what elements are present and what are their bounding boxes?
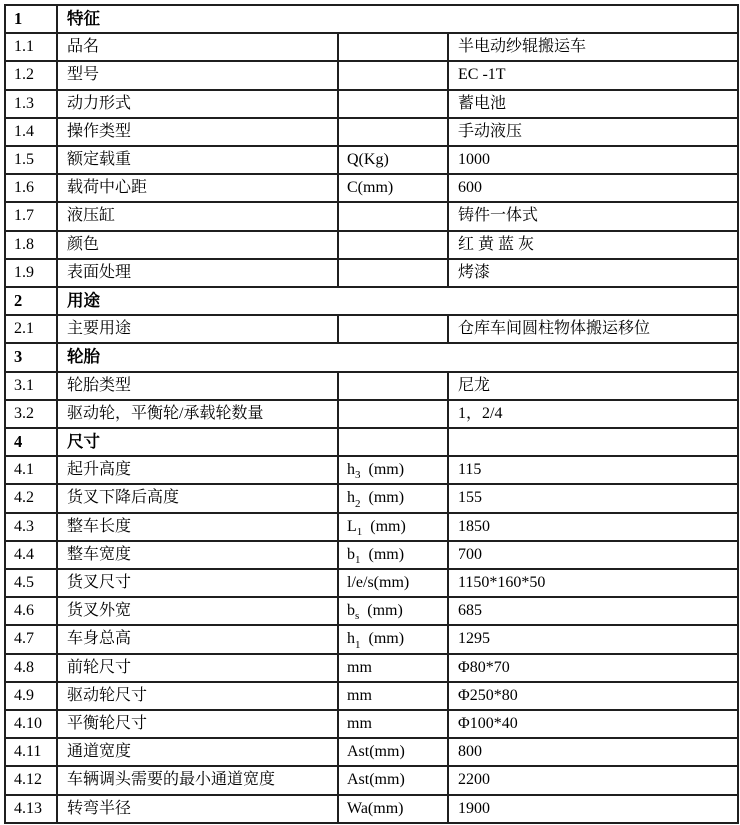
spec-symbol-cell: $L_1$ (mm): [338, 513, 448, 541]
spec-label-cell: 品名: [57, 33, 338, 61]
spec-label-cell: 载荷中心距: [57, 174, 338, 202]
row-number-cell: 1.8: [5, 231, 57, 259]
spec-symbol-cell: mm: [338, 710, 448, 738]
row-number-cell: 3.2: [5, 400, 57, 428]
spec-label-cell: 整车宽度: [57, 541, 338, 569]
spec-value-cell: 红 黄 蓝 灰: [448, 231, 738, 259]
spec-table: [4, 4, 739, 824]
spec-symbol-cell: [338, 315, 448, 343]
row-number-cell: 4.9: [5, 682, 57, 710]
spec-row-1.4: [5, 118, 738, 146]
spec-value-cell: 685: [448, 597, 738, 625]
spec-label-cell: 型号: [57, 61, 338, 89]
spec-symbol-cell: [338, 61, 448, 89]
spec-symbol-cell: l/e/s(mm): [338, 569, 448, 597]
spec-label-cell: 额定载重: [57, 146, 338, 174]
row-number-cell: 4.5: [5, 569, 57, 597]
spec-row-4.3: [5, 513, 738, 541]
section-row-4: [5, 428, 738, 456]
spec-row-1.6: [5, 174, 738, 202]
spec-symbol-cell: [338, 33, 448, 61]
spec-label-cell: 车身总高: [57, 625, 338, 653]
spec-value-cell: 155: [448, 484, 738, 512]
spec-row-4.2: [5, 484, 738, 512]
section-row-3: [5, 343, 738, 371]
spec-row-2.1: [5, 315, 738, 343]
row-number-cell: 2: [5, 287, 57, 315]
spec-value-cell: 仓库车间圆柱物体搬运移位: [448, 315, 738, 343]
spec-value-cell: Φ250*80: [448, 682, 738, 710]
row-number-cell: 4.12: [5, 766, 57, 794]
section-title-cell: 特征: [57, 5, 738, 33]
spec-value-cell: 蓄电池: [448, 90, 738, 118]
spec-row-1.2: [5, 61, 738, 89]
spec-value-cell: 1900: [448, 795, 738, 823]
row-number-cell: 1.1: [5, 33, 57, 61]
spec-value-cell: 手动液压: [448, 118, 738, 146]
spec-row-4.13: [5, 795, 738, 823]
spec-symbol-cell: $h_2$ (mm): [338, 484, 448, 512]
spec-label-cell: 整车长度: [57, 513, 338, 541]
spec-value-cell: EC -1T: [448, 61, 738, 89]
spec-symbol-cell: [338, 118, 448, 146]
spec-label-cell: 表面处理: [57, 259, 338, 287]
spec-value-cell: 铸件一体式: [448, 202, 738, 230]
row-number-cell: 1.4: [5, 118, 57, 146]
spec-symbol-cell: [338, 259, 448, 287]
spec-symbol-cell: $b_1$ (mm): [338, 541, 448, 569]
spec-row-4.12: [5, 766, 738, 794]
spec-value-cell: 烤漆: [448, 259, 738, 287]
spec-value-cell: 1295: [448, 625, 738, 653]
spec-row-4.9: [5, 682, 738, 710]
spec-value-cell: 115: [448, 456, 738, 484]
spec-symbol-cell: Ast(mm): [338, 738, 448, 766]
row-number-cell: 4.10: [5, 710, 57, 738]
spec-value-cell: 1，2/4: [448, 400, 738, 428]
spec-symbol-cell: [338, 400, 448, 428]
row-number-cell: 1.7: [5, 202, 57, 230]
row-number-cell: 3.1: [5, 372, 57, 400]
spec-row-4.5: [5, 569, 738, 597]
row-number-cell: 4.3: [5, 513, 57, 541]
spec-label-cell: 液压缸: [57, 202, 338, 230]
row-number-cell: 3: [5, 343, 57, 371]
spec-label-cell: 驱动轮，平衡轮/承载轮数量: [57, 400, 338, 428]
spec-value-cell: 800: [448, 738, 738, 766]
spec-row-1.8: [5, 231, 738, 259]
spec-row-3.2: [5, 400, 738, 428]
spec-symbol-cell: [338, 372, 448, 400]
spec-value-cell: 600: [448, 174, 738, 202]
spec-value-cell: [448, 428, 738, 456]
spec-label-cell: 转弯半径: [57, 795, 338, 823]
spec-symbol-cell: [338, 231, 448, 259]
spec-row-4.4: [5, 541, 738, 569]
row-number-cell: 4.11: [5, 738, 57, 766]
spec-value-cell: 700: [448, 541, 738, 569]
spec-label-cell: 轮胎类型: [57, 372, 338, 400]
spec-row-1.1: [5, 33, 738, 61]
row-number-cell: 4.7: [5, 625, 57, 653]
spec-row-3.1: [5, 372, 738, 400]
spec-label-cell: 货叉尺寸: [57, 569, 338, 597]
spec-symbol-cell: mm: [338, 682, 448, 710]
spec-symbol-cell: $b_s$ (mm): [338, 597, 448, 625]
spec-row-4.10: [5, 710, 738, 738]
spec-symbol-cell: Q(Kg): [338, 146, 448, 174]
spec-value-cell: 1150*160*50: [448, 569, 738, 597]
spec-symbol-cell: mm: [338, 654, 448, 682]
section-row-2: [5, 287, 738, 315]
spec-value-cell: 1000: [448, 146, 738, 174]
spec-symbol-cell: Ast(mm): [338, 766, 448, 794]
spec-row-4.11: [5, 738, 738, 766]
spec-label-cell: 颜色: [57, 231, 338, 259]
spec-row-1.5: [5, 146, 738, 174]
spec-row-4.1: [5, 456, 738, 484]
spec-label-cell: 平衡轮尺寸: [57, 710, 338, 738]
spec-label-cell: 动力形式: [57, 90, 338, 118]
spec-symbol-cell: $h_1$ (mm): [338, 625, 448, 653]
spec-label-cell: 车辆调头需要的最小通道宽度: [57, 766, 338, 794]
spec-label-cell: 驱动轮尺寸: [57, 682, 338, 710]
row-number-cell: 4.8: [5, 654, 57, 682]
spec-row-1.9: [5, 259, 738, 287]
spec-table-body: [5, 5, 738, 823]
spec-symbol-cell: [338, 202, 448, 230]
spec-value-cell: 半电动纱辊搬运车: [448, 33, 738, 61]
row-number-cell: 1.3: [5, 90, 57, 118]
spec-row-4.8: [5, 654, 738, 682]
section-title-cell: 用途: [57, 287, 738, 315]
row-number-cell: 4.6: [5, 597, 57, 625]
spec-row-1.7: [5, 202, 738, 230]
spec-value-cell: 2200: [448, 766, 738, 794]
spec-label-cell: 通道宽度: [57, 738, 338, 766]
spec-value-cell: 尼龙: [448, 372, 738, 400]
row-number-cell: 4.4: [5, 541, 57, 569]
spec-value-cell: Φ100*40: [448, 710, 738, 738]
spec-row-4.7: [5, 625, 738, 653]
row-number-cell: 1.9: [5, 259, 57, 287]
section-title-cell: 尺寸: [57, 428, 338, 456]
spec-symbol-cell: $h_3$ (mm): [338, 456, 448, 484]
spec-symbol-cell: C(mm): [338, 174, 448, 202]
row-number-cell: 4.13: [5, 795, 57, 823]
row-number-cell: 1.5: [5, 146, 57, 174]
spec-label-cell: 主要用途: [57, 315, 338, 343]
row-number-cell: 4.2: [5, 484, 57, 512]
spec-value-cell: Φ80*70: [448, 654, 738, 682]
spec-label-cell: 操作类型: [57, 118, 338, 146]
spec-value-cell: 1850: [448, 513, 738, 541]
spec-label-cell: 前轮尺寸: [57, 654, 338, 682]
row-number-cell: 2.1: [5, 315, 57, 343]
section-row-1: [5, 5, 738, 33]
spec-label-cell: 货叉外宽: [57, 597, 338, 625]
row-number-cell: 1.6: [5, 174, 57, 202]
spec-row-4.6: [5, 597, 738, 625]
spec-symbol-cell: Wa(mm): [338, 795, 448, 823]
row-number-cell: 4: [5, 428, 57, 456]
spec-row-1.3: [5, 90, 738, 118]
row-number-cell: 1: [5, 5, 57, 33]
row-number-cell: 4.1: [5, 456, 57, 484]
section-title-cell: 轮胎: [57, 343, 738, 371]
spec-symbol-cell: [338, 428, 448, 456]
spec-symbol-cell: [338, 90, 448, 118]
row-number-cell: 1.2: [5, 61, 57, 89]
spec-label-cell: 货叉下降后高度: [57, 484, 338, 512]
spec-label-cell: 起升高度: [57, 456, 338, 484]
